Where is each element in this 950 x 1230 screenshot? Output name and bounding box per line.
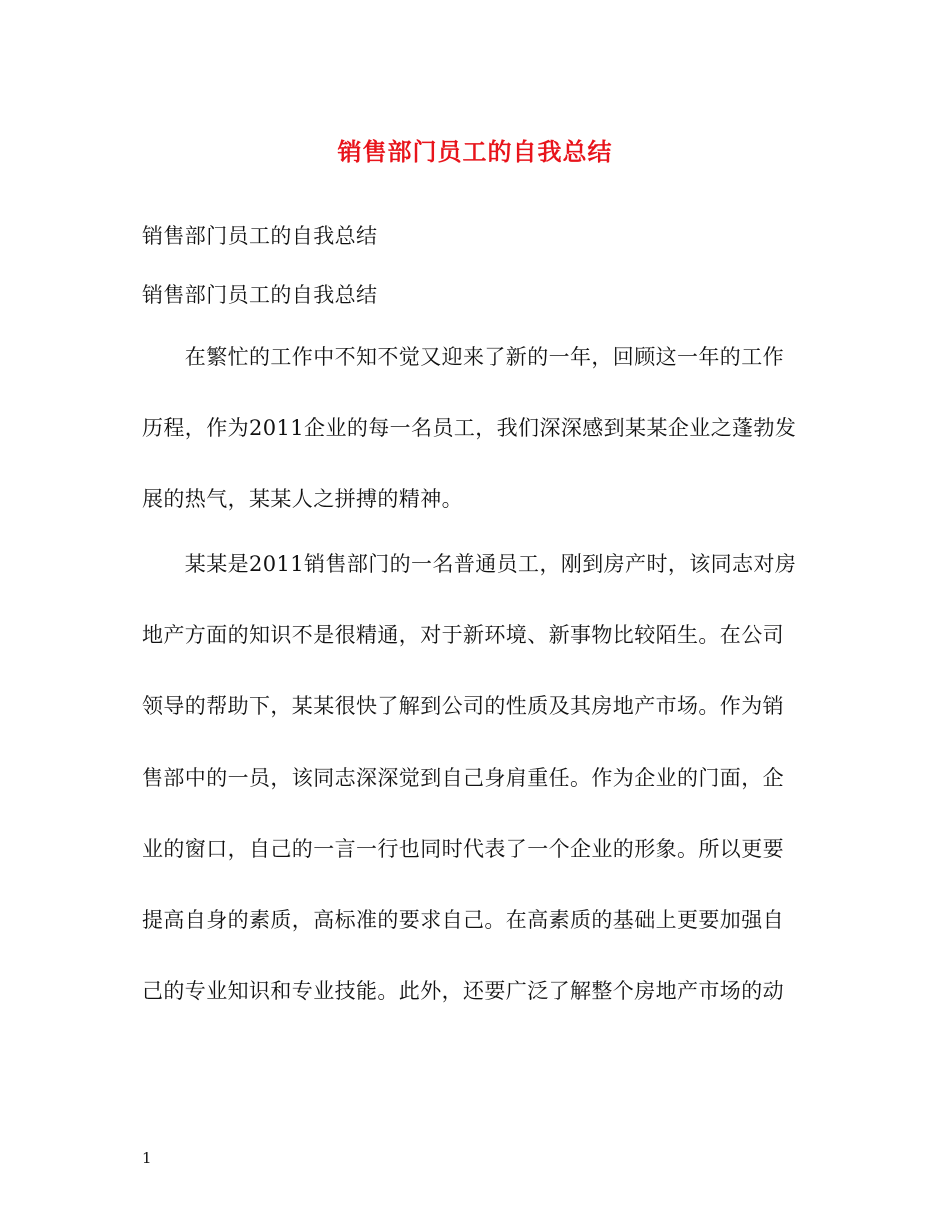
- body-line: 地产方面的知识不是很精通，对于新环境、新事物比较陌生。在公司: [142, 623, 784, 647]
- body-line: 某某是2011销售部门的一名普通员工，刚到房产时，该同志对房: [142, 552, 797, 576]
- body-line: 历程，作为2011企业的每一名员工，我们深深感到某某企业之蓬勃发: [142, 416, 797, 440]
- body-line: 提高自身的素质，高标准的要求自己。在高素质的基础上更要加强自: [142, 908, 784, 932]
- body-line: 业的窗口，自己的一言一行也同时代表了一个企业的形象。所以更要: [142, 837, 784, 861]
- body-line: 售部中的一员，该同志深深觉到自己身肩重任。作为企业的门面，企: [142, 766, 784, 790]
- body-line: 在繁忙的工作中不知不觉又迎来了新的一年，回顾这一年的工作: [142, 345, 784, 369]
- document-title: 销售部门员工的自我总结: [337, 137, 613, 166]
- subtitle-line: 销售部门员工的自我总结: [142, 224, 378, 248]
- subtitle-line: 销售部门员工的自我总结: [142, 283, 378, 307]
- body-line: 展的热气，某某人之拼搏的精神。: [142, 487, 463, 511]
- body-line: 领导的帮助下，某某很快了解到公司的性质及其房地产市场。作为销: [142, 694, 784, 718]
- page-number: 1: [142, 1149, 152, 1167]
- body-line: 己的专业知识和专业技能。此外，还要广泛了解整个房地产市场的动: [142, 979, 784, 1003]
